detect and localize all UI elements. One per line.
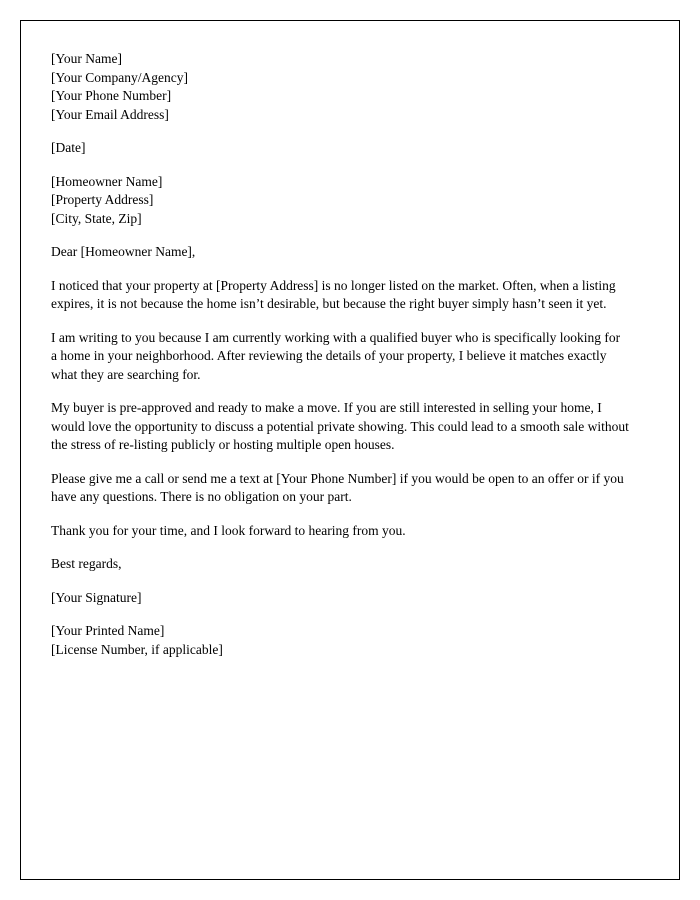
date-line: [Date] — [51, 140, 86, 155]
printed-name: [Your Printed Name] — [51, 623, 165, 638]
letter-content — [21, 21, 679, 679]
recipient-homeowner-name: [Homeowner Name] — [51, 173, 163, 189]
paragraph-5: Thank you for your time, and I look forward to hearing from you. — [51, 522, 406, 538]
closing: Best regards, — [51, 556, 122, 571]
recipient-city-state-zip: [City, State, Zip] — [51, 210, 142, 226]
sender-company: [Your Company/Agency] — [51, 69, 188, 85]
recipient-block — [51, 173, 629, 229]
salutation: Dear [Homeowner Name], — [51, 244, 196, 259]
signature-block — [51, 622, 629, 659]
sender-phone: [Your Phone Number] — [51, 88, 172, 103]
license-number: [License Number, if applicable] — [51, 641, 223, 657]
signature-placeholder: [Your Signature] — [51, 589, 142, 605]
sender-email: [Your Email Address] — [51, 106, 169, 122]
paragraph-3: My buyer is pre-approved and ready to make a move. If you are still interested in selling your home, I would love the opportunity to discuss a potential private showing. This could lead to a smooth sale without the stress of re-listing publicly or hosting multiple open houses. — [51, 400, 629, 452]
recipient-property-address: [Property Address] — [51, 192, 154, 207]
paragraph-2: I am writing to you because I am currently working with a qualified buyer who is specifically looking for a home in your neighborhood. After reviewing the details of your property, I believe it matches exactly what they are searching for. — [51, 329, 621, 382]
letter-page — [20, 20, 680, 880]
sender-name: [Your Name] — [51, 51, 122, 66]
paragraph-1: I noticed that your property at [Property Address] is no longer listed on the market. Often, when a listing expires, it is not because the home isn’t desirable, but because the right buyer simply hasn’t seen it yet. — [51, 277, 616, 311]
paragraph-4: Please give me a call or send me a text at [Your Phone Number] if you would be open to an offer or if you have any questions. There is no obligation on your part. — [51, 470, 624, 504]
sender-block — [51, 50, 629, 124]
